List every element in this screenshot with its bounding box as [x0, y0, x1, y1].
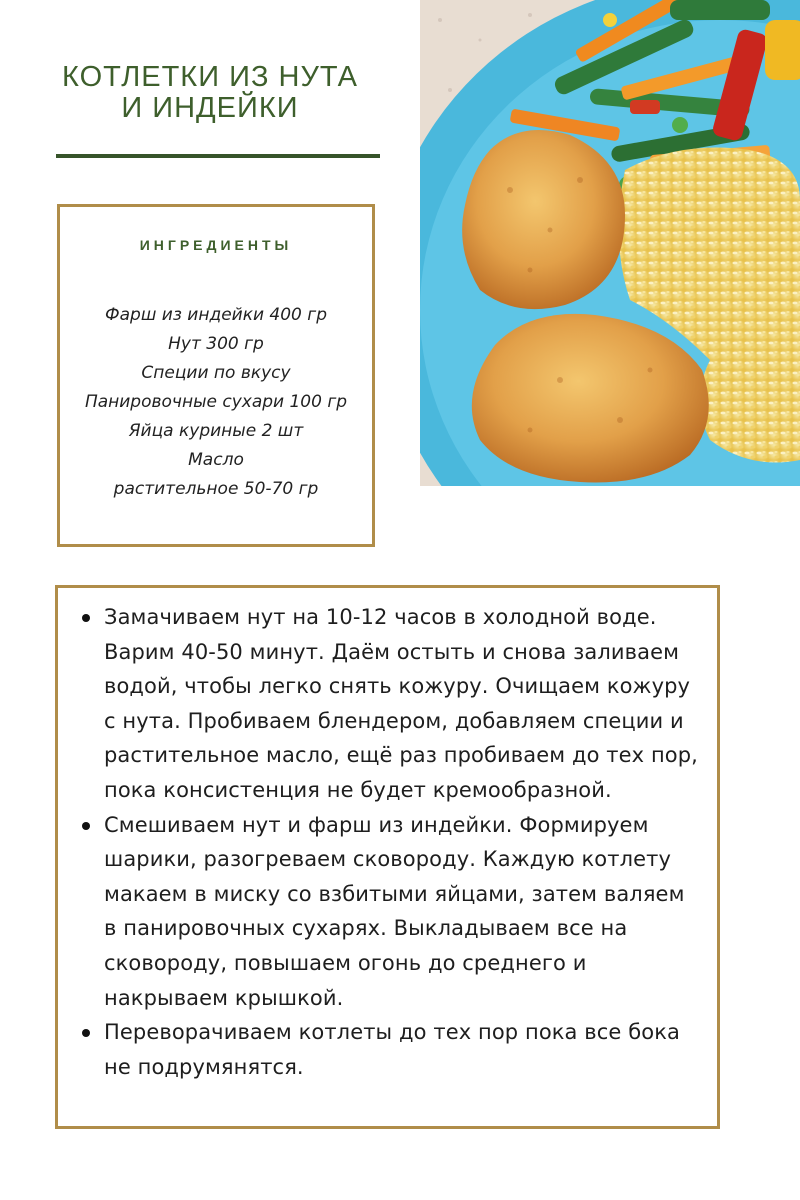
recipe-title — [40, 62, 380, 124]
ingredient-item: Нут 300 гр — [168, 334, 264, 354]
ingredients-panel — [57, 204, 375, 547]
instructions-panel — [55, 585, 720, 1129]
ingredient-item: Яйца куриные 2 шт — [128, 421, 304, 441]
ingredient-item: Панировочные сухари 100 гр — [84, 392, 348, 412]
cutlet-top — [462, 130, 625, 309]
bullet-icon — [82, 614, 90, 622]
instruction-step — [82, 1015, 702, 1084]
ingredient-item: Фарш из индейки 400 гр — [104, 305, 327, 325]
ingredients-list — [60, 301, 372, 504]
instruction-step — [82, 808, 702, 1016]
title-divider — [56, 154, 380, 158]
ingredient-item: Специи по вкусу — [141, 363, 291, 383]
instruction-text: Смешиваем нут и фарш из индейки. Формируем шарики, разогреваем сковороду. Каждую котлету макаем в миску со взбитыми яйцами, затем валяем в панировочных сухарях. Выкладываем все на сковороду, повышаем огонь до среднего и накрываем крышкой. — [104, 812, 685, 1010]
cutlets-photo — [420, 0, 800, 486]
instructions-list — [82, 600, 702, 1084]
bullet-icon — [82, 1029, 90, 1037]
instruction-text: Замачиваем нут на 10-12 часов в холодной воде. Варим 40-50 минут. Даём остыть и снова заливаем водой, чтобы легко снять кожуру. Очищаем кожуру с нута. Пробиваем блендером, добавляем специи и растительное масло, ещё раз пробиваем до тех пор, пока консистенция не будет кремообразной. — [104, 605, 698, 802]
food-illustration — [420, 0, 800, 486]
ingredient-item: Масло — [188, 450, 244, 470]
bullet-icon — [82, 822, 90, 830]
ingredient-item: растительное 50-70 гр — [113, 479, 319, 499]
ingredients-heading: ИНГРЕДИЕНТЫ — [139, 237, 293, 253]
instruction-text: Переворачиваем котлеты до тех пор пока все бока не подрумянятся. — [104, 1020, 680, 1079]
recipe-title-line-1: КОТЛЕТКИ ИЗ НУТА — [62, 61, 358, 93]
recipe-title-line-2: И ИНДЕЙКИ — [121, 92, 299, 124]
instruction-step — [82, 600, 702, 808]
